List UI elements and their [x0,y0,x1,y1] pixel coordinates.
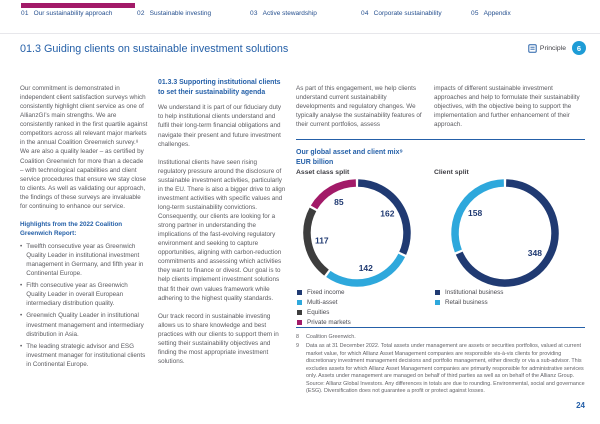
client-legend [435,287,503,307]
bullet-icon: • [20,243,23,250]
nav-label: Appendix [483,10,511,17]
principle-label: Principle [539,45,566,52]
donut-value-label: 162 [380,208,395,219]
nav-label: Sustainable investing [149,10,212,17]
highlights-heading: Highlights from the 2022 Coalition Greenwich Report: [20,220,123,237]
page-number: 24 [576,401,585,410]
footnotes [296,334,586,398]
multi-asset-swatch [297,300,302,305]
column-engagement [296,84,422,129]
legend-label: Equities [307,308,330,316]
nav-label: Our sustainability approach [33,10,113,17]
bullet-icon: • [20,282,23,290]
private-markets-swatch [297,320,302,325]
footnote-number: 9 [296,343,299,350]
nav-label: Active stewardship [262,10,317,17]
client-split-donut-chart [440,176,570,290]
list-item [20,311,148,338]
nav-number: 05 [471,10,479,17]
chart-subtitle: EUR billion [296,158,334,166]
chart-title: Our global asset and client mix⁹ [296,149,403,156]
legend-item [435,287,503,297]
body-paragraph: We understand it is part of our fiduciary duty to help institutional clients understand and fulfil their long-term financial obligations and navigate their present and future investment challenges. [158,104,282,148]
page-title: 01.3 Guiding clients on sustainable investment solutions [20,43,289,55]
column-institutional-clients [158,78,286,375]
principle-report-icon [528,44,537,53]
bullet-text: Twelfth consecutive year as Greenwich Quality Leader in institutional investment management in Germany, and fifth year in Continental Europe. [26,243,144,278]
donut-value-label: 142 [358,262,373,273]
bullet-text: Fifth consecutive year as Greenwich Quality Leader in overall European intermediary distribution quality. [26,282,128,308]
legend-label: Institutional business [445,288,504,296]
footnote-text: Data as at 31 December 2022. Total assets under management are assets or securities portfolios, valued at current market value, for which Allianz Asset Management companies are responsible vis-à-vis clients for providing discretionary investment management decisions and portfolio management, either directly or via a sub-advisor. This excludes assets for which Allianz Asset Management companies are primarily responsible for administrative services only. Assets under management are managed on behalf of third parties as well as on behalf of the Allianz Group. Source: Allianz Global Investors. Any differences in totals are due to rounding. Environmental, social and governance (ESG). Diversification does not guarantee a profit or protect against losses. [306,343,585,395]
legend-item [297,297,351,307]
nav-divider [0,33,600,34]
retail-swatch [435,300,440,305]
chart-section-title [296,148,403,168]
footnote [296,343,586,395]
list-item [20,281,148,308]
legend-item [297,307,351,317]
chart-section-divider [296,139,585,140]
body-paragraph: impacts of different sustainable investment approaches and help to formulate their sustainability objectives, with the objective being to support the implementation and further enhancement of their approach. [434,85,580,129]
footnote-divider [296,327,585,328]
equities-swatch [297,310,302,315]
nav-tab-corporate-sustainability[interactable] [361,10,442,17]
nav-tab-active-stewardship[interactable] [250,10,317,17]
nav-number: 04 [361,10,369,17]
principle-tag [528,44,566,53]
body-paragraph: Our track record in sustainable investing allows us to share knowledge and best practices with our clients to support them in setting their sustainability objectives and finding the most appropriate investment solutions. [158,312,279,365]
nav-number: 03 [250,10,258,17]
body-paragraph: Institutional clients have seen rising regulatory pressure around the disclosure of sustainable investment activities, particularly in the EU. There is also a bigger drive to align investment activities with specific values and long-term sustainability convictions. Consequently, our clients are looking for a strong partner in understanding the implications of the fast-evolving regulatory environment and seeking to capture opportunities, aligning with carbon-reduction commitments and assessing which activities they want to finance or divest. Our goal is to help clients implement investment solutions that fit their own values framework while adhering to the highest quality standards. [158,158,286,302]
body-paragraph: Our commitment is demonstrated in independent client satisfaction surveys which consistently highlight client service as one of AllianzGI’s main strengths. We are consistently ranked in the first quartile against competitors across all relevant major markets in the annual Coalition Greenwich survey.⁸ We are also a quality leader – as certified by Coalition Greenwich for more than a decade – with technological capabilities and client service procedures that ensure we stay close to clients. As well as validating our approach, the findings of these surveys are invaluable for continuing to enhance our service. [20,85,148,210]
asset-class-donut-chart [292,176,422,290]
legend-item [435,297,503,307]
donut-value-label: 158 [468,208,483,218]
nav-number: 01 [21,10,29,17]
column-client-commitment [20,84,148,372]
legend-label: Private markets [307,318,351,326]
principle-number-badge: 6 [572,41,586,55]
section-heading: 01.3.3 Supporting institutional clients to set their sustainability agenda [158,79,281,96]
legend-item [297,287,351,297]
active-tab-indicator [21,3,135,8]
body-paragraph: As part of this engagement, we help clients understand current sustainability developments and regulatory changes. We typically analyse the sustainability features of their current portfolios, assess [296,85,422,129]
nav-number: 02 [137,10,145,17]
asset-legend [297,287,351,327]
nav-label: Corporate sustainability [373,10,442,17]
list-item [20,342,148,369]
fixed-income-swatch [297,290,302,295]
bullet-text: Greenwich Quality Leader in institutional investment management and intermediary distribution in Asia. [26,312,144,338]
donut-value-label: 117 [314,235,329,246]
nav-tab-appendix[interactable] [471,10,511,17]
legend-item [297,317,351,327]
footnote [296,334,586,341]
bullet-icon: • [20,342,23,350]
list-item [20,242,148,278]
column-approach-impacts [434,84,584,129]
nav-tab-sustainable-investing[interactable] [137,10,211,17]
asset-split-label: Asset class split [296,169,350,176]
legend-label: Multi-asset [307,298,338,306]
donut-value-label: 85 [334,196,344,207]
institutional-swatch [435,290,440,295]
bullet-icon: • [20,312,23,320]
nav-tab-sustainability-approach[interactable] [21,10,112,17]
donut-value-label: 348 [527,248,542,258]
legend-label: Retail business [445,298,488,306]
bullet-text: The leading strategic advisor and ESG investment manager for institutional clients in Continental Europe. [26,342,146,368]
legend-label: Fixed income [307,288,345,296]
client-split-label: Client split [434,169,469,176]
footnote-text: Coalition Greenwich. [306,334,356,340]
footnote-number: 8 [296,334,299,340]
